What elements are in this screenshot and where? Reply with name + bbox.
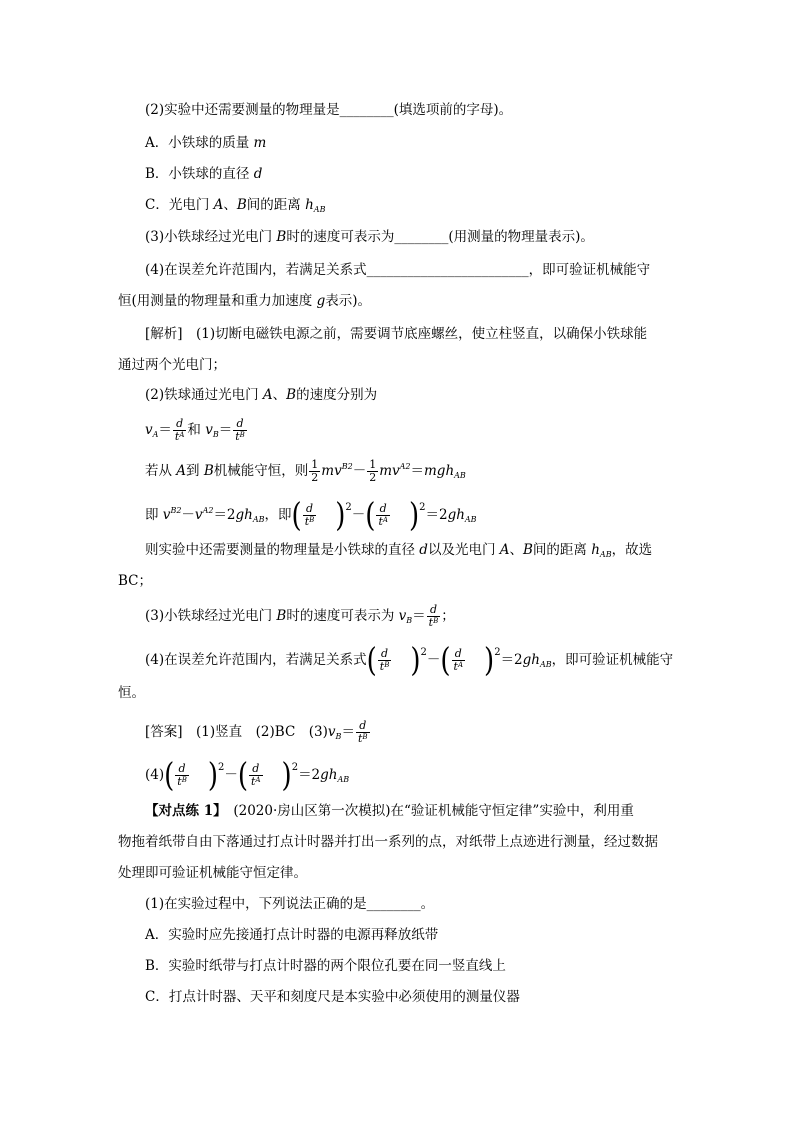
practice-question-1: (1)在实验过程中，下列说法正确的是________。 — [145, 896, 435, 912]
practice-line2: 物拖着纸带自由下落通过打点计时器并打出一系列的点，对纸带上点迹进行测量，经过数据 — [118, 834, 658, 850]
fraction-one-half: $\frac{1}{2}$ — [311, 458, 319, 484]
analysis-conclusion-line1: 则实验中还需要测量的物理量是小铁球的直径 d以及光电门 A、B间的距离 $h_{AB}$，故选 — [145, 542, 653, 559]
left-paren: ( — [291, 496, 302, 535]
analysis-4-line2: 恒。 — [118, 685, 145, 701]
question-4-line2: 恒(用测量的物理量和重力加速度 g表示)。 — [118, 293, 371, 309]
fraction-one-half-2: $\frac{1}{2}$ — [369, 458, 377, 484]
velocity-squared-formula: 即 $v^{B2}-v^{A2}=2gh_{AB}$，即( $\frac{d}{t^B}$ )$^2$－( $\frac{d}{t^A}$ )$^2=2gh_{AB}$ — [145, 496, 477, 535]
right-paren: ) — [335, 496, 346, 535]
practice-title: 【对点练 1】 — [145, 803, 220, 819]
analysis-1-line2: 通过两个光电门； — [118, 357, 226, 373]
analysis-conclusion-line2: BC； — [118, 573, 153, 589]
practice-option-b: B．实验时纸带与打点计时器的两个限位孔要在同一竖直线上 — [145, 958, 506, 974]
fraction-d-over-tA: $\frac{d}{t^A}$ — [174, 416, 185, 443]
fraction-d-over-tB: $\frac{d}{t^B}$ — [235, 416, 245, 443]
analysis-3: (3)小铁球经过光电门 B时的速度可表示为 $v_B=$ $\frac{d}{t^B}$ ； — [145, 602, 455, 629]
velocity-formula: $v_A=$ $\frac{d}{t^A}$ 和 $v_B=$ $\frac{d}{t^B}$ — [145, 416, 245, 443]
question-4-line1: (4)在误差允许范围内，若满足关系式________________________，即可验证机械能守 — [145, 262, 651, 278]
practice-line1: 【对点练 1】 (2020·房山区第一次模拟)在“验证机械能守恒定律”实验中，利用重 — [145, 803, 634, 819]
practice-option-c: C．打点计时器、天平和刻度尺是本实验中必须使用的测量仪器 — [145, 989, 520, 1005]
practice-option-a: A．实验时应先接通打点计时器的电源再释放纸带 — [145, 927, 439, 943]
energy-formula: 若从 A到 B机械能守恒，则 $\frac{1}{2}$ $mv^{B2}-$ $\frac{1}{2}$ $mv^{A2}=mgh_{AB}$ — [145, 458, 466, 484]
practice-line3: 处理即可验证机械能守恒定律。 — [118, 865, 307, 881]
analysis-1-line1: [解析] (1)切断电磁铁电源之前，需要调节底座螺丝，使立柱竖直，以确保小铁球能 — [145, 326, 648, 342]
option-2a: A．小铁球的质量 m — [145, 135, 267, 151]
option-2c: C．光电门 A、B间的距离 $h_{AB}$ — [145, 197, 326, 214]
answer-line1: [答案] (1)竖直 (2)BC $(3)v_B=$ $\frac{d}{t^B}$ — [145, 718, 368, 745]
answer-line2: (4)( $\frac{d}{t^B}$ )$^2$－( $\frac{d}{t^A}$ )$^2=2gh_{AB}$ — [145, 756, 350, 795]
question-3: (3)小铁球经过光电门 B时的速度可表示为________(用测量的物理量表示)。 — [145, 229, 594, 245]
option-2b: B．小铁球的直径 d — [145, 166, 263, 182]
analysis-2-intro: (2)铁球通过光电门 A、B的速度分别为 — [145, 387, 378, 403]
question-2: (2)实验中还需要测量的物理量是________(填选项前的字母)。 — [145, 102, 513, 118]
analysis-4-line1: (4)在误差允许范围内，若满足关系式( $\frac{d}{t^B}$ )$^2$－( $\frac{d}{t^A}$ )$^2=2gh_{AB}$，即可验证机械能守 — [145, 641, 674, 680]
